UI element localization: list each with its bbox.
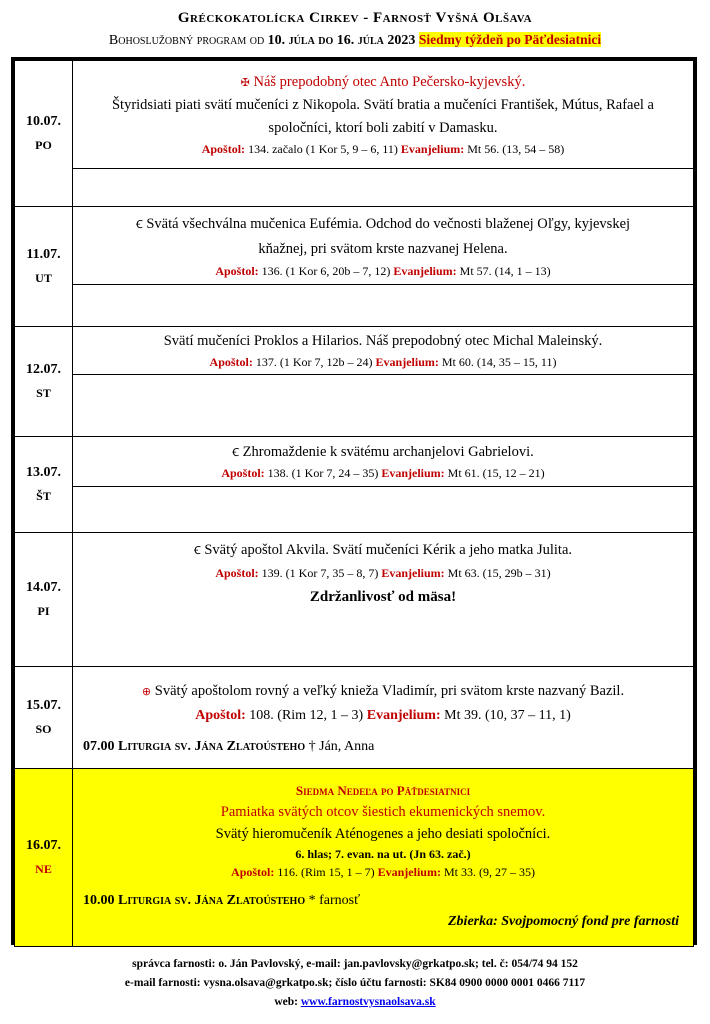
- apostle-reading: 108. (Rim 12, 1 – 3): [249, 708, 364, 723]
- feast-symbol-icon: Ꞓ: [135, 217, 143, 231]
- day-weekday: SO: [35, 722, 52, 736]
- day-row-wednesday: [15, 327, 694, 375]
- apostle-label: Apoštol:: [231, 864, 275, 879]
- footer-web: [0, 993, 710, 1012]
- saints-text: Svätí mučeníci Proklos a Hilarios. Náš prepodobný otec Michal Maleinský.: [163, 333, 603, 349]
- day-notes-row: [15, 285, 694, 327]
- day-date: 14.07.: [26, 580, 61, 595]
- apostle-reading: 134. začalo (1 Kor 5, 9 – 6, 11): [248, 142, 398, 156]
- day-weekday: PO: [35, 138, 52, 152]
- apostle-reading: 136. (1 Kor 6, 20b – 7, 12): [261, 263, 391, 278]
- week-name: Siedmy týždeň po Päťdesiatnici: [418, 32, 602, 47]
- day-date: 15.07.: [26, 698, 61, 713]
- day-notes-row: [15, 487, 694, 533]
- saints-text: Svätý hieromučeník Aténogenes a jeho desiati spoločníci.: [215, 825, 551, 842]
- notes-cell: [73, 285, 694, 327]
- date-cell: [15, 667, 73, 769]
- day-weekday: ŠT: [36, 489, 51, 503]
- saints-line: [73, 680, 693, 703]
- date-cell: [15, 207, 73, 327]
- parish-title: Gréckokatolícka Cirkev - Farnosť Vyšná Olšava: [177, 10, 533, 26]
- feast-line: [73, 71, 693, 94]
- day-weekday: ST: [36, 386, 51, 400]
- gospel-label: Evanjelium:: [377, 864, 441, 879]
- day-date: 13.07.: [26, 465, 61, 480]
- apostle-reading: 137. (1 Kor 7, 12b – 24): [255, 355, 373, 369]
- day-date: 12.07.: [26, 362, 61, 377]
- readings: [73, 353, 693, 371]
- saints-line: [73, 823, 693, 845]
- footer-contact: e-mail farnosti: vysna.olsava@grkatpo.sk; číslo účtu farnosti: SK84 0900 0000 0001 0466 7117: [124, 977, 586, 989]
- saints-text: Zhromaždenie k svätému archanjelovi Gabrielovi.: [242, 444, 534, 460]
- notes-cell: [73, 375, 694, 437]
- day-row-thursday: [15, 437, 694, 487]
- saints-text: Svätý apoštolom rovný a veľký knieža Vladimír, pri svätom krste nazvaný Bazil.: [154, 683, 625, 699]
- gospel-label: Evanjelium:: [381, 466, 445, 480]
- readings: [73, 703, 693, 729]
- date-cell: [15, 769, 73, 947]
- readings: [73, 562, 693, 584]
- day-content: [73, 533, 694, 667]
- cross-icon: ✠: [240, 76, 250, 89]
- gospel-reading: Mt 39. (10, 37 – 11, 1): [444, 708, 571, 723]
- day-weekday: PI: [37, 604, 50, 618]
- feast-text: Náš prepodobný otec Anto Pečersko-kyjevský.: [253, 74, 526, 90]
- date-cell: [15, 327, 73, 437]
- day-weekday: NE: [35, 862, 52, 876]
- apostle-label: Apoštol:: [209, 355, 253, 369]
- gospel-reading: Mt 33. (9, 27 – 35): [443, 864, 535, 879]
- apostle-reading: 138. (1 Kor 7, 24 – 35): [267, 466, 379, 480]
- gospel-label: Evanjelium:: [375, 355, 439, 369]
- sunday-subtitle: Pamiatka svätých otcov šiestich ekumenických snemov.: [220, 803, 546, 820]
- liturgy-name: Liturgia sv. Jána Zlatoústeho: [118, 739, 306, 754]
- day-date: 10.07.: [26, 114, 61, 129]
- footer: [0, 955, 710, 1012]
- program-subtitle: [0, 32, 710, 49]
- day-row-monday: [15, 61, 694, 169]
- apostle-reading: 116. (Rim 15, 1 – 7): [277, 864, 375, 879]
- day-content: [73, 327, 694, 375]
- liturgy-line: [73, 893, 693, 909]
- saints-text: Svätá všechválna mučenica Eufémia. Odchod do večnosti blaženej Oľgy, kyjevskej kňažnej, pri svätom krste nazvanej Helena.: [146, 215, 631, 257]
- apostle-label: Apoštol:: [195, 708, 246, 723]
- apostle-label: Apoštol:: [201, 142, 246, 156]
- web-label: web:: [274, 996, 298, 1008]
- saints-line: [73, 330, 693, 353]
- fasting-note: Zdržanlivosť od mäsa!: [309, 589, 457, 605]
- sunday-title: Siedma Nedeľa po Päťdesiatnici: [295, 782, 471, 798]
- day-row-tuesday: [15, 207, 694, 285]
- gospel-label: Evanjelium:: [381, 566, 445, 580]
- gospel-label: Evanjelium:: [393, 263, 457, 278]
- saints-text: Štyridsiati piati svätí mučeníci z Nikopola. Svätí bratia a mučeníci František, Mútus, Rafael a spoločníci, ktorí boli zabití v Damasku.: [111, 97, 654, 136]
- readings: [73, 140, 693, 158]
- circled-cross-icon: ⊕: [141, 685, 152, 698]
- tone-line: 6. hlas; 7. evan. na ut. (Jn 63. zač.): [295, 846, 471, 861]
- day-notes-row: [15, 375, 694, 437]
- date-cell: [15, 61, 73, 207]
- liturgy-time: 10.00: [83, 892, 115, 908]
- program-prefix: Bohoslužobný program od: [108, 33, 265, 48]
- day-content: [73, 769, 694, 947]
- gospel-reading: Mt 61. (15, 12 – 21): [447, 466, 545, 480]
- liturgy-time: 07.00: [83, 739, 115, 754]
- program-date-range: 10. júla do 16. júla 2023: [267, 33, 416, 48]
- notes-cell: [73, 487, 694, 533]
- day-row-sunday: [15, 769, 694, 947]
- saints-line: [73, 441, 693, 464]
- apostle-label: Apoštol:: [215, 263, 259, 278]
- saints-line: [73, 94, 693, 140]
- readings: [73, 262, 693, 280]
- collection-note: Zbierka: Svojpomocný fond pre farnosti: [448, 913, 679, 929]
- day-row-friday: [15, 533, 694, 667]
- gospel-label: Evanjelium:: [366, 708, 441, 723]
- gospel-reading: Mt 63. (15, 29b – 31): [447, 566, 551, 580]
- day-notes-row: [15, 169, 694, 207]
- gospel-reading: Mt 60. (14, 35 – 15, 11): [441, 355, 557, 369]
- gospel-reading: Mt 57. (14, 1 – 13): [459, 263, 551, 278]
- liturgy-intent: † Ján, Anna: [308, 739, 375, 754]
- apostle-label: Apoštol:: [221, 466, 265, 480]
- day-date: 11.07.: [26, 247, 61, 262]
- liturgy-intent: * farnosť: [308, 892, 361, 908]
- date-cell: [15, 437, 73, 533]
- day-weekday: UT: [35, 271, 52, 285]
- date-cell: [15, 533, 73, 667]
- gospel-label: Evanjelium:: [400, 142, 465, 156]
- saints-text: Svätý apoštol Akvila. Svätí mučeníci Kérik a jeho matka Julita.: [204, 542, 573, 558]
- gospel-reading: Mt 56. (13, 54 – 58): [467, 142, 565, 156]
- day-content: [73, 207, 694, 285]
- saints-line: [73, 212, 693, 262]
- day-content: [73, 667, 694, 769]
- liturgy-name: Liturgia sv. Jána Zlatoústeho: [118, 892, 306, 908]
- readings: [73, 464, 693, 482]
- readings: [73, 863, 693, 881]
- apostle-reading: 139. (1 Kor 7, 35 – 8, 7): [261, 566, 379, 580]
- day-content: [73, 61, 694, 169]
- feast-symbol-icon: Ꞓ: [232, 446, 240, 459]
- schedule-table: [14, 60, 694, 947]
- liturgy-line: [73, 739, 693, 755]
- notes-cell: [73, 169, 694, 207]
- web-link[interactable]: www.farnostvysnaolsava.sk: [300, 996, 436, 1008]
- day-content: [73, 437, 694, 487]
- apostle-label: Apoštol:: [215, 566, 259, 580]
- footer-administrator: správca farnosti: o. Ján Pavlovský, e-mail: jan.pavlovsky@grkatpo.sk; tel. č: 054/74 94 152: [132, 958, 578, 970]
- day-date: 16.07.: [26, 838, 61, 853]
- feast-symbol-icon: Ꞓ: [193, 544, 201, 557]
- day-row-saturday: [15, 667, 694, 769]
- saints-line: [73, 539, 693, 562]
